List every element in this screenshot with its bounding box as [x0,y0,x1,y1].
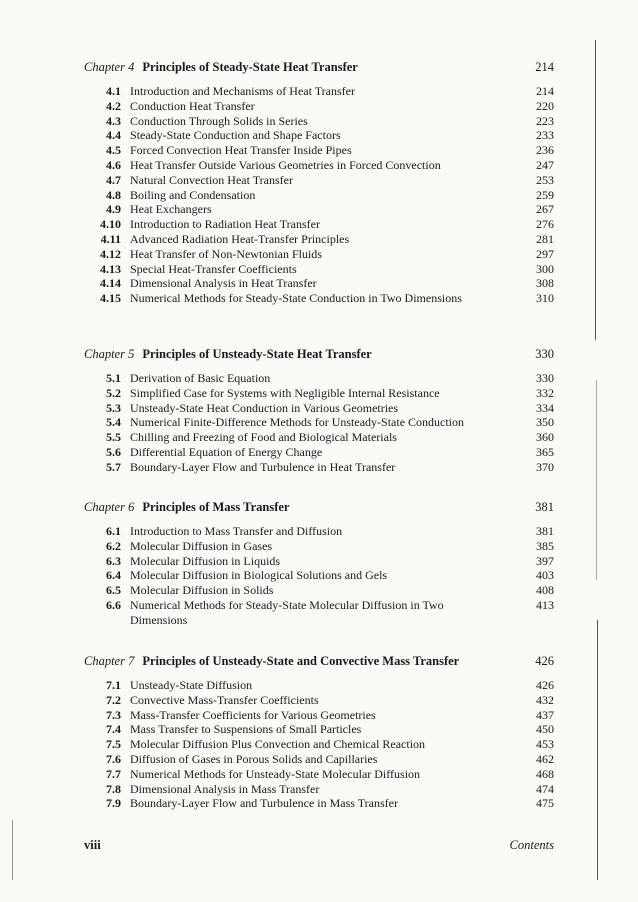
section-title: Numerical Finite-Difference Methods for Unsteady-State Conduction [130,415,465,430]
section-number: 4.7 [106,172,121,187]
scan-edge-line [12,820,13,880]
section-title: Heat Transfer Outside Various Geometries in Forced Convection [130,157,441,172]
section-number: 7.4 [106,722,121,737]
section-page-number: 220 [536,98,554,113]
toc-entry [84,84,554,99]
section-number: 5.6 [106,444,121,459]
section-number: 5.1 [106,371,121,385]
section-list [84,371,554,475]
chapter-page-number: 426 [535,654,554,668]
section-number: 7.8 [106,781,121,796]
section-page-number: 300 [536,261,554,276]
chapter-heading [84,60,554,80]
section-page-number: 259 [536,187,554,202]
toc-entry [84,583,554,598]
chapter-title: Principles of Unsteady-State Heat Transfer [142,347,372,361]
section-title: Advanced Radiation Heat-Transfer Principles [130,231,350,246]
toc-entry [84,430,554,445]
section-page-number: 247 [536,157,554,172]
toc-entry [84,262,554,277]
section-number: 4.3 [106,113,121,128]
section-page-number: 408 [536,583,554,598]
section-title: Unsteady-State Heat Conduction in Various Geometries [130,400,399,415]
section-title: Forced Convection Heat Transfer Inside Pipes [130,143,352,158]
section-number: 7.7 [106,766,121,781]
toc-entry [84,143,554,158]
chapter-7-block [84,654,554,811]
section-page-number: 381 [536,524,554,538]
toc-entry [84,415,554,430]
chapter-page-number: 214 [535,60,554,74]
toc-entry [84,598,554,628]
section-number: 5.7 [106,459,121,474]
toc-entry [84,401,554,416]
section-page-number: 253 [536,172,554,187]
section-page-number: 370 [536,459,554,474]
section-title: Simplified Case for Systems with Negligible Internal Resistance [130,385,440,400]
chapter-heading [84,347,554,367]
section-number: 4.2 [106,98,121,113]
section-page-number: 437 [536,707,554,722]
section-title: Unsteady-State Diffusion [130,678,253,692]
section-page-number: 297 [536,246,554,261]
section-number: 4.15 [100,291,121,306]
toc-entry [84,232,554,247]
chapter-5-block [84,347,554,475]
section-number: 4.12 [100,246,121,261]
section-page-number: 276 [536,217,554,232]
section-page-number: 330 [536,371,554,385]
chapter-title: Principles of Unsteady-State and Convective Mass Transfer [142,654,460,668]
chapter-heading [84,654,554,674]
section-number: 5.4 [106,415,121,430]
section-list [84,678,554,811]
section-page-number: 214 [536,84,554,98]
toc-entry [84,460,554,475]
section-page-number: 432 [536,692,554,707]
chapter-label: Chapter 7 [84,654,135,668]
section-title: Conduction Through Solids in Series [130,113,308,128]
chapter-4-block [84,60,554,306]
toc-entry [84,158,554,173]
section-number: 4.5 [106,143,121,158]
scan-edge-line [596,380,597,580]
toc-entry [84,554,554,569]
section-title: Boundary-Layer Flow and Turbulence in Heat Transfer [130,459,396,474]
section-title: Dimensional Analysis in Mass Transfer [130,781,320,796]
section-number: 4.14 [100,276,121,291]
section-number: 5.3 [106,400,121,415]
section-page-number: 385 [536,538,554,553]
section-title: Introduction to Radiation Heat Transfer [130,217,320,232]
section-title: Natural Convection Heat Transfer [130,172,293,187]
section-title: Molecular Diffusion in Liquids [130,553,281,568]
toc-entry [84,752,554,767]
toc-entry [84,445,554,460]
section-title: Introduction to Mass Transfer and Diffusion [130,524,343,538]
scan-edge-line [595,40,596,340]
section-page-number: 281 [536,231,554,246]
chapter-title: Principles of Mass Transfer [142,500,290,514]
chapter-heading [84,500,554,520]
section-page-number: 403 [536,568,554,583]
page-number: viii [84,838,101,852]
section-number: 6.6 [106,597,121,612]
running-head: Contents [509,838,554,852]
section-title: Molecular Diffusion in Solids [130,583,274,598]
section-title: Boundary-Layer Flow and Turbulence in Mass Transfer [130,796,398,811]
section-page-number: 334 [536,400,554,415]
section-title: Derivation of Basic Equation [130,371,271,385]
section-number: 7.5 [106,737,121,752]
section-page-number: 462 [536,751,554,766]
section-title: Diffusion of Gases in Porous Solids and Capillaries [130,751,378,766]
section-title: Conduction Heat Transfer [130,98,255,113]
section-title: Steady-State Conduction and Shape Factors [130,128,341,143]
toc-entry [84,173,554,188]
section-number: 4.8 [106,187,121,202]
section-title: Molecular Diffusion Plus Convection and Chemical Reaction [130,737,426,752]
scan-edge-line [597,620,598,880]
toc-entry [84,767,554,782]
toc-entry [84,782,554,797]
section-title: Heat Exchangers [130,202,212,217]
toc-entry [84,737,554,752]
section-number: 4.6 [106,157,121,172]
section-number: 6.1 [106,524,121,538]
toc-entry [84,708,554,723]
toc-entry [84,188,554,203]
section-title: Numerical Methods for Steady-State Molecular Diffusion in Two Dimensions [130,597,444,627]
section-title: Chilling and Freezing of Food and Biological Materials [130,430,397,445]
toc-entry [84,524,554,539]
chapter-label: Chapter 6 [84,500,135,514]
chapter-6-block [84,500,554,628]
section-page-number: 450 [536,722,554,737]
section-page-number: 468 [536,766,554,781]
toc-entry [84,114,554,129]
section-list [84,84,554,306]
toc-entry [84,568,554,583]
toc-entry [84,722,554,737]
toc-entry [84,128,554,143]
section-page-number: 413 [536,597,554,612]
section-number: 6.3 [106,553,121,568]
section-number: 7.3 [106,707,121,722]
toc-entry [84,386,554,401]
page-footer [84,838,554,858]
section-title: Heat Transfer of Non-Newtonian Fluids [130,246,322,261]
section-number: 7.1 [106,678,121,692]
section-title: Dimensional Analysis in Heat Transfer [130,276,317,291]
section-title: Mass Transfer to Suspensions of Small Particles [130,722,362,737]
toc-entry [84,539,554,554]
toc-entry [84,217,554,232]
chapter-title: Principles of Steady-State Heat Transfer [142,60,358,74]
section-title: Introduction and Mechanisms of Heat Transfer [130,84,355,98]
toc-entry [84,99,554,114]
section-title: Numerical Methods for Steady-State Conduction in Two Dimensions [130,291,462,306]
toc-entry [84,291,554,306]
section-number: 6.2 [106,538,121,553]
section-number: 4.9 [106,202,121,217]
section-title: Numerical Methods for Unsteady-State Molecular Diffusion [130,766,421,781]
section-number: 5.5 [106,430,121,445]
section-page-number: 397 [536,553,554,568]
section-number: 4.10 [100,217,121,232]
toc-entry [84,276,554,291]
section-page-number: 475 [536,796,554,811]
section-page-number: 233 [536,128,554,143]
section-number: 4.4 [106,128,121,143]
section-title: Special Heat-Transfer Coefficients [130,261,297,276]
section-number: 7.9 [106,796,121,811]
section-page-number: 453 [536,737,554,752]
section-page-number: 426 [536,678,554,692]
section-title: Convective Mass-Transfer Coefficients [130,692,319,707]
section-page-number: 308 [536,276,554,291]
section-title: Boiling and Condensation [130,187,256,202]
section-number: 7.6 [106,751,121,766]
section-title: Molecular Diffusion in Gases [130,538,273,553]
section-page-number: 236 [536,143,554,158]
section-number: 6.5 [106,583,121,598]
section-page-number: 332 [536,385,554,400]
chapter-label: Chapter 4 [84,60,135,74]
section-number: 6.4 [106,568,121,583]
section-number: 5.2 [106,385,121,400]
section-page-number: 310 [536,291,554,306]
toc-entry [84,202,554,217]
section-page-number: 223 [536,113,554,128]
chapter-label: Chapter 5 [84,347,135,361]
section-list [84,524,554,628]
toc-entry [84,371,554,386]
toc-entry [84,796,554,811]
section-number: 4.11 [100,231,121,246]
section-number: 4.1 [106,84,121,98]
section-title: Molecular Diffusion in Biological Solutions and Gels [130,568,388,583]
toc-entry [84,678,554,693]
section-title: Mass-Transfer Coefficients for Various Geometries [130,707,376,722]
toc-entry [84,693,554,708]
chapter-page-number: 381 [535,500,554,514]
toc-entry [84,247,554,262]
section-page-number: 365 [536,444,554,459]
section-number: 4.13 [100,261,121,276]
chapter-page-number: 330 [535,347,554,361]
section-title: Differential Equation of Energy Change [130,444,323,459]
section-page-number: 350 [536,415,554,430]
section-page-number: 267 [536,202,554,217]
section-page-number: 360 [536,430,554,445]
section-page-number: 474 [536,781,554,796]
section-number: 7.2 [106,692,121,707]
